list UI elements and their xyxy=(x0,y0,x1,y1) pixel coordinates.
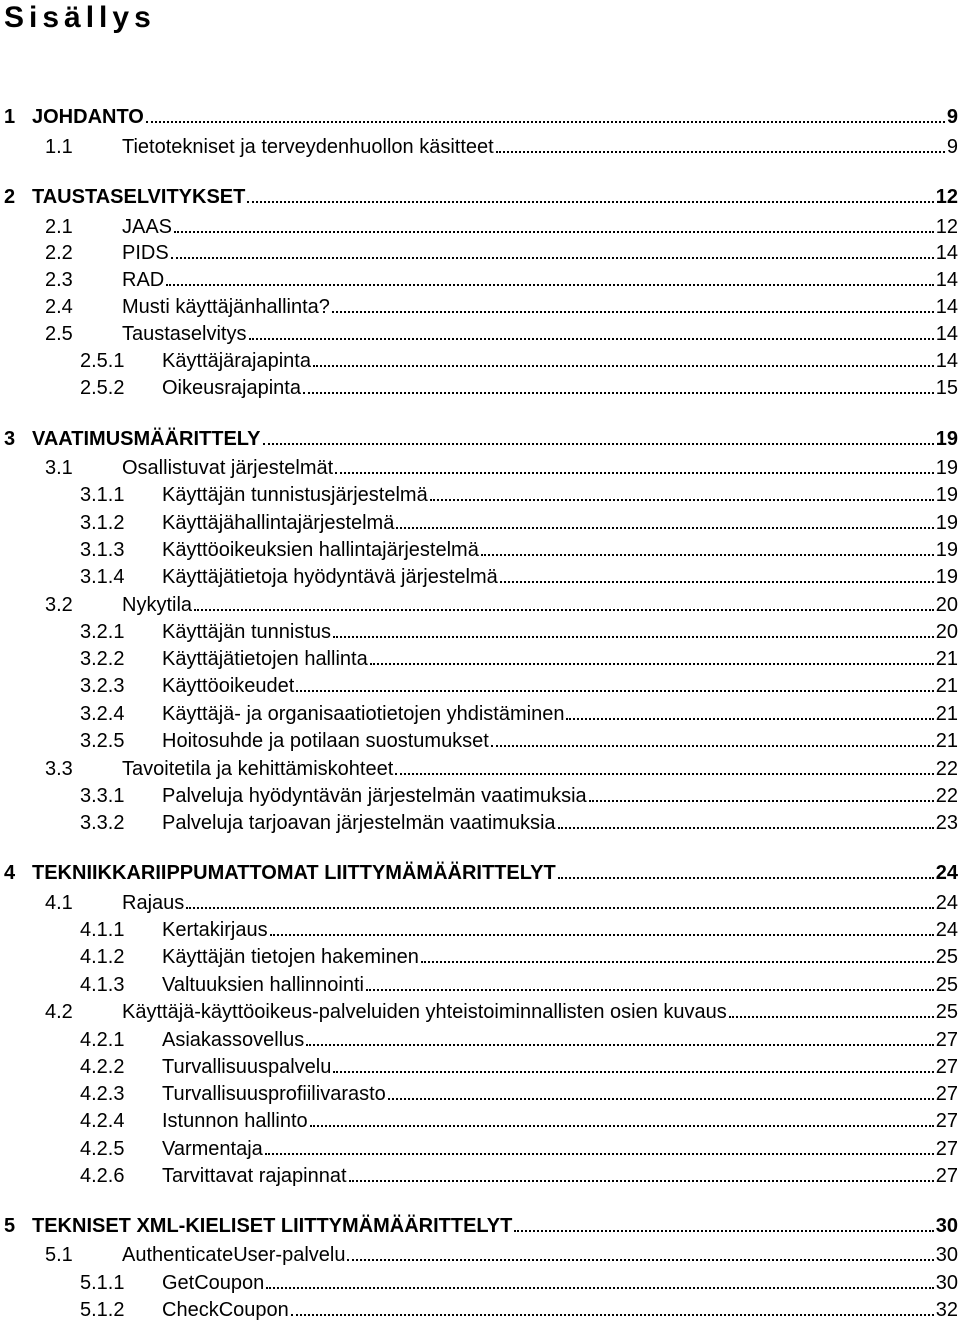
toc-entry-number: 5 xyxy=(4,1215,16,1237)
toc-dot-leader xyxy=(296,690,933,692)
toc-dot-leader xyxy=(347,1259,933,1261)
toc-entry[interactable] xyxy=(0,997,958,1023)
toc-entry-page: 14 xyxy=(935,350,958,372)
toc-entry-page: 12 xyxy=(935,216,958,238)
toc-entry-title: Taustaselvitys xyxy=(122,323,247,345)
toc-entry-number: 2.3 xyxy=(45,269,73,291)
toc-entry-page: 25 xyxy=(935,974,958,996)
toc-entry-number: 4.1.2 xyxy=(80,946,125,968)
toc-dot-leader xyxy=(303,392,934,394)
toc-entry[interactable] xyxy=(0,102,958,128)
toc-entry[interactable] xyxy=(0,535,958,561)
toc-dot-leader xyxy=(496,151,945,153)
toc-entry-page: 19 xyxy=(935,484,958,506)
toc-entry[interactable] xyxy=(0,1268,958,1294)
toc-dot-leader xyxy=(306,1044,933,1046)
toc-entry-page: 25 xyxy=(935,946,958,968)
toc-dot-leader xyxy=(421,961,934,963)
toc-entry-title: Hoitosuhde ja potilaan suostumukset xyxy=(162,730,489,752)
toc-entry[interactable] xyxy=(0,1240,958,1266)
toc-entry[interactable] xyxy=(0,292,958,318)
toc-entry-page: 21 xyxy=(935,703,958,725)
toc-dot-leader xyxy=(335,472,934,474)
toc-dot-leader xyxy=(491,745,934,747)
toc-entry-number: 4.2.3 xyxy=(80,1083,125,1105)
toc-entry-number: 3.3.1 xyxy=(80,785,125,807)
toc-dot-leader xyxy=(270,934,934,936)
toc-entry-title: Tavoitetila ja kehittämiskohteet xyxy=(122,758,394,780)
toc-entry[interactable] xyxy=(0,808,958,834)
toc-entry[interactable] xyxy=(0,1079,958,1105)
toc-dot-leader xyxy=(566,718,933,720)
toc-entry-number: 5.1.1 xyxy=(80,1272,125,1294)
toc-entry-number: 2.5.2 xyxy=(80,377,125,399)
toc-entry-number: 3.1.4 xyxy=(80,566,125,588)
toc-entry-title: Käyttäjän tunnistus xyxy=(162,621,331,643)
toc-entry-number: 2.5 xyxy=(45,323,73,345)
toc-entry-number: 4.2.4 xyxy=(80,1110,125,1132)
toc-dot-leader xyxy=(589,800,934,802)
toc-entry-title: Käyttäjähallintajärjestelmä xyxy=(162,512,395,534)
toc-entry-number: 3.2.4 xyxy=(80,703,125,725)
toc-entry[interactable] xyxy=(0,754,958,780)
toc-entry-page: 9 xyxy=(946,136,958,158)
toc-dot-leader xyxy=(333,1071,933,1073)
toc-entry-page: 24 xyxy=(935,892,958,914)
toc-dot-leader xyxy=(729,1016,934,1018)
toc-entry-number: 1 xyxy=(4,106,16,128)
toc-dot-leader xyxy=(500,581,934,583)
toc-dot-leader xyxy=(263,443,934,445)
toc-entry-page: 27 xyxy=(935,1138,958,1160)
toc-entry-title: Turvallisuusprofiilivarasto xyxy=(162,1083,386,1105)
toc-dot-leader xyxy=(333,636,934,638)
toc-entry[interactable] xyxy=(0,1025,958,1051)
toc-entry-title: Kertakirjaus xyxy=(162,919,268,941)
toc-entry-page: 19 xyxy=(935,457,958,479)
toc-entry-page: 14 xyxy=(935,323,958,345)
toc-entry[interactable] xyxy=(0,319,958,345)
toc-entry-page: 32 xyxy=(935,1299,958,1321)
toc-entry-title: Valtuuksien hallinnointi xyxy=(162,974,364,996)
toc-entry-page: 12 xyxy=(935,186,958,208)
toc-entry-page: 22 xyxy=(935,758,958,780)
toc-entry-page: 21 xyxy=(935,675,958,697)
toc-entry-number: 5.1.2 xyxy=(80,1299,125,1321)
toc-dot-leader xyxy=(313,365,934,367)
toc-entry-page: 23 xyxy=(935,812,958,834)
toc-entry-page: 21 xyxy=(935,648,958,670)
toc-dot-leader xyxy=(310,1125,934,1127)
toc-entry-title: Käyttäjätietojen hallinta xyxy=(162,648,368,670)
toc-entry-title: RAD xyxy=(122,269,165,291)
toc-entry-page: 19 xyxy=(935,539,958,561)
toc-entry-number: 2 xyxy=(4,186,16,208)
toc-entry-title: Palveluja hyödyntävän järjestelmän vaatimuksia xyxy=(162,785,587,807)
toc-entry-title: Käyttöoikeudet xyxy=(162,675,295,697)
toc-entry-title: Musti käyttäjänhallinta? xyxy=(122,296,330,318)
toc-entry[interactable] xyxy=(0,942,958,968)
toc-entry-title: PIDS xyxy=(122,242,169,264)
toc-entry-page: 30 xyxy=(935,1215,958,1237)
toc-entry-number: 3.3 xyxy=(45,758,73,780)
toc-entry-number: 4 xyxy=(4,862,16,884)
toc-entry-number: 4.2.5 xyxy=(80,1138,125,1160)
toc-entry[interactable] xyxy=(0,453,958,479)
toc-entry[interactable] xyxy=(0,781,958,807)
toc-dot-leader xyxy=(430,499,934,501)
toc-dot-leader xyxy=(514,1230,933,1232)
toc-entry-title: Käyttäjän tietojen hakeminen xyxy=(162,946,419,968)
toc-entry-page: 30 xyxy=(935,1244,958,1266)
toc-dot-leader xyxy=(481,554,934,556)
toc-entry[interactable] xyxy=(0,590,958,616)
toc-dot-leader xyxy=(332,311,934,313)
toc-dot-leader xyxy=(146,121,945,123)
toc-entry[interactable] xyxy=(0,562,958,588)
toc-dot-leader xyxy=(388,1098,934,1100)
toc-entry[interactable] xyxy=(0,1295,958,1321)
toc-entry-number: 3.1.3 xyxy=(80,539,125,561)
toc-entry-number: 4.2.6 xyxy=(80,1165,125,1187)
toc-entry-page: 24 xyxy=(935,919,958,941)
toc-entry-number: 2.1 xyxy=(45,216,73,238)
toc-entry-page: 27 xyxy=(935,1165,958,1187)
toc-entry-number: 3.1.1 xyxy=(80,484,125,506)
toc-entry-title: JAAS xyxy=(122,216,173,238)
toc-dot-leader xyxy=(171,257,934,259)
toc-entry-number: 2.5.1 xyxy=(80,350,125,372)
toc-entry-page: 27 xyxy=(935,1029,958,1051)
toc-entry[interactable] xyxy=(0,132,958,158)
toc-entry-number: 4.2 xyxy=(45,1001,73,1023)
toc-dot-leader xyxy=(395,773,934,775)
toc-entry-title: AuthenticateUser-palvelu xyxy=(122,1244,346,1266)
toc-dot-leader xyxy=(266,1287,933,1289)
toc-entry-title: Käyttäjä-käyttöoikeus-palveluiden yhteistoiminnallisten osien kuvaus xyxy=(122,1001,727,1023)
toc-entry-title: Asiakassovellus xyxy=(162,1029,305,1051)
toc-entry[interactable] xyxy=(0,644,958,670)
toc-entry-page: 25 xyxy=(935,1001,958,1023)
toc-dot-leader xyxy=(265,1153,934,1155)
toc-entry-page: 30 xyxy=(935,1272,958,1294)
toc-entry-title: Rajaus xyxy=(122,892,185,914)
toc-dot-leader xyxy=(247,201,933,203)
toc-entry-number: 2.2 xyxy=(45,242,73,264)
toc-entry-page: 14 xyxy=(935,269,958,291)
toc-entry-page: 27 xyxy=(935,1083,958,1105)
toc-entry-number: 4.2.2 xyxy=(80,1056,125,1078)
toc-entry-number: 4.1.1 xyxy=(80,919,125,941)
toc-entry-page: 14 xyxy=(935,242,958,264)
toc-entry-number: 3.2 xyxy=(45,594,73,616)
toc-entry-title: TEKNISET XML-KIELISET LIITTYMÄMÄÄRITTELYT xyxy=(32,1215,513,1237)
toc-entry-title: Varmentaja xyxy=(162,1138,263,1160)
toc-entry[interactable] xyxy=(0,1211,958,1237)
toc-entry[interactable] xyxy=(0,238,958,264)
toc-entry-number: 3 xyxy=(4,428,16,450)
toc-entry-page: 21 xyxy=(935,730,958,752)
toc-entry[interactable] xyxy=(0,1106,958,1132)
toc-entry-page: 20 xyxy=(935,594,958,616)
toc-entry-page: 24 xyxy=(935,862,958,884)
toc-entry[interactable] xyxy=(0,182,958,208)
toc-entry-title: TEKNIIKKARIIPPUMATTOMAT LIITTYMÄMÄÄRITTELYT xyxy=(32,862,556,884)
toc-entry[interactable] xyxy=(0,970,958,996)
toc-entry-title: Käyttöoikeuksien hallintajärjestelmä xyxy=(162,539,479,561)
toc-entry-number: 1.1 xyxy=(45,136,73,158)
toc-entry-number: 3.1.2 xyxy=(80,512,125,534)
toc-entry[interactable] xyxy=(0,424,958,450)
toc-entry-number: 5.1 xyxy=(45,1244,73,1266)
toc-entry[interactable] xyxy=(0,508,958,534)
toc-dot-leader xyxy=(291,1314,934,1316)
toc-entry[interactable] xyxy=(0,212,958,238)
toc-dot-leader xyxy=(186,907,933,909)
toc-entry-title: Käyttäjän tunnistusjärjestelmä xyxy=(162,484,428,506)
toc-entry-number: 3.2.2 xyxy=(80,648,125,670)
toc-entry-title: Turvallisuuspalvelu xyxy=(162,1056,332,1078)
toc-entry-title: Käyttäjä- ja organisaatiotietojen yhdistäminen xyxy=(162,703,565,725)
toc-entry[interactable] xyxy=(0,1134,958,1160)
toc-entry[interactable] xyxy=(0,726,958,752)
toc-entry[interactable] xyxy=(0,699,958,725)
toc-dot-leader xyxy=(558,827,934,829)
toc-entry[interactable] xyxy=(0,346,958,372)
toc-entry-title: Käyttäjätietoja hyödyntävä järjestelmä xyxy=(162,566,498,588)
toc-entry[interactable] xyxy=(0,1161,958,1187)
toc-entry-title: Tarvittavat rajapinnat xyxy=(162,1165,347,1187)
toc-entry-title: Nykytila xyxy=(122,594,193,616)
toc-entry-page: 19 xyxy=(935,428,958,450)
toc-entry[interactable] xyxy=(0,617,958,643)
toc-entry-page: 9 xyxy=(946,106,958,128)
toc-entry[interactable] xyxy=(0,480,958,506)
toc-entry-page: 22 xyxy=(935,785,958,807)
toc-dot-leader xyxy=(370,663,934,665)
toc-dot-leader xyxy=(174,231,934,233)
toc-entry-number: 4.1 xyxy=(45,892,73,914)
toc-entry[interactable] xyxy=(0,671,958,697)
toc-dot-leader xyxy=(396,527,933,529)
toc-entry-number: 3.2.1 xyxy=(80,621,125,643)
toc-entry-title: TAUSTASELVITYKSET xyxy=(32,186,246,208)
toc-entry[interactable] xyxy=(0,888,958,914)
toc-entry-title: GetCoupon xyxy=(162,1272,265,1294)
toc-entry-title: Palveluja tarjoavan järjestelmän vaatimuksia xyxy=(162,812,556,834)
toc-dot-leader xyxy=(194,609,934,611)
toc-entry-number: 3.1 xyxy=(45,457,73,479)
toc-entry-title: Oikeusrajapinta xyxy=(162,377,301,399)
page-title: Sisällys xyxy=(4,1,156,34)
toc-entry-number: 2.4 xyxy=(45,296,73,318)
toc-entry-page: 14 xyxy=(935,296,958,318)
toc-entry-page: 15 xyxy=(935,377,958,399)
toc-dot-leader xyxy=(249,338,934,340)
toc-entry-number: 4.1.3 xyxy=(80,974,125,996)
toc-entry-number: 3.2.3 xyxy=(80,675,125,697)
toc-entry-title: Käyttäjärajapinta xyxy=(162,350,311,372)
toc-dot-leader xyxy=(558,877,934,879)
toc-dot-leader xyxy=(366,989,934,991)
toc-entry-page: 27 xyxy=(935,1110,958,1132)
toc-entry-page: 19 xyxy=(935,512,958,534)
toc-entry-title: Istunnon hallinto xyxy=(162,1110,308,1132)
toc-entry-page: 20 xyxy=(935,621,958,643)
toc-entry-number: 4.2.1 xyxy=(80,1029,125,1051)
toc-entry-title: JOHDANTO xyxy=(32,106,144,128)
toc-entry-number: 3.3.2 xyxy=(80,812,125,834)
toc-dot-leader xyxy=(166,284,934,286)
toc-entry-title: Osallistuvat järjestelmät xyxy=(122,457,334,479)
toc-entry-title: Tietotekniset ja terveydenhuollon käsitteet xyxy=(122,136,494,158)
toc-entry[interactable] xyxy=(0,858,958,884)
toc-dot-leader xyxy=(349,1180,934,1182)
toc-entry-page: 19 xyxy=(935,566,958,588)
toc-entry[interactable] xyxy=(0,373,958,399)
toc-entry-page: 27 xyxy=(935,1056,958,1078)
toc-entry[interactable] xyxy=(0,915,958,941)
toc-entry-title: VAATIMUSMÄÄRITTELY xyxy=(32,428,261,450)
toc-entry[interactable] xyxy=(0,1052,958,1078)
toc-entry-number: 3.2.5 xyxy=(80,730,125,752)
toc-entry[interactable] xyxy=(0,265,958,291)
toc-entry-title: CheckCoupon xyxy=(162,1299,289,1321)
